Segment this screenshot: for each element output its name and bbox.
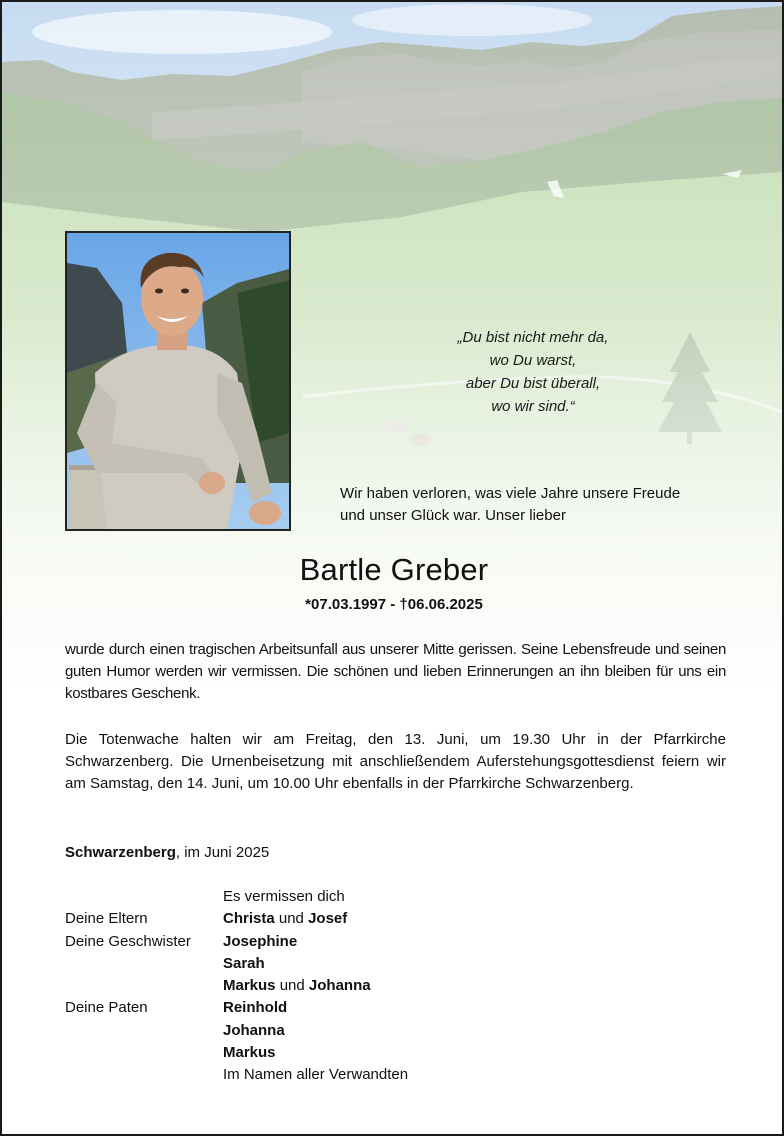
godparent-name: Johanna (223, 1021, 285, 1039)
godparents-label: Deine Paten (65, 999, 148, 1017)
mourners-list (65, 886, 665, 1087)
mourners-row (65, 886, 665, 908)
place-town: Schwarzenberg (65, 844, 176, 861)
quote-line: wo wir sind.“ (491, 398, 575, 415)
parent-name: Christa (223, 910, 275, 928)
connector-word: und (278, 910, 304, 928)
parent-name: Josef (308, 910, 348, 928)
deceased-name: Bartle Greber (299, 552, 489, 587)
mourners-row (65, 975, 665, 997)
mourners-row (65, 931, 665, 953)
mourners-row (65, 953, 665, 975)
mourners-row (65, 1020, 665, 1042)
sibling-name: Josephine (223, 932, 298, 950)
sibling-name: Sarah (223, 954, 265, 972)
connector-word: und (279, 977, 305, 995)
place-date-text: , im Juni 2025 (175, 844, 270, 861)
quote-line: wo Du warst, (489, 352, 577, 369)
mourners-row (65, 908, 665, 930)
quote-line: aber Du bist überall, (465, 375, 601, 392)
life-dates: *07.03.1997 - †06.06.2025 (305, 596, 483, 613)
mourners-row (65, 997, 665, 1019)
mourners-closing: Im Namen aller Verwandten (223, 1066, 409, 1084)
sibling-name: Johanna (308, 977, 371, 995)
godparent-name: Reinhold (223, 999, 288, 1017)
mourners-row (65, 1042, 665, 1064)
body-paragraph-1: wurde durch einen tragischen Arbeitsunfall aus unserer Mitte gerissen. Seine Lebensfreude und seinen guten Humor werden wir vermissen. Die schönen und lieben Erinnerungen an ihn bleiben für uns ein kostbares Geschenk. (65, 641, 726, 702)
place-date (65, 842, 269, 864)
body-paragraph-2: Die Totenwache halten wir am Freitag, den 13. Juni, um 19.30 Uhr in der Pfarrkirche Schwarzenberg. Die Urnenbeisetzung mit anschließendem Auferstehungsgottesdienst feiern wir am Samstag, den 14. Juni, um 10.00 Uhr ebenfalls in der Pfarrkirche Schwarzenberg. (65, 731, 726, 792)
mourners-row (65, 1064, 665, 1086)
intro-line: Wir haben verloren, was viele Jahre unsere Freude (340, 485, 681, 502)
godparent-name: Markus (223, 1044, 276, 1062)
parents-label: Deine Eltern (65, 910, 148, 928)
intro-text (340, 483, 740, 527)
intro-line: und unser Glück war. Unser lieber (340, 507, 566, 524)
sibling-name: Markus (223, 977, 276, 995)
memorial-quote (402, 326, 664, 418)
mourners-intro: Es vermissen dich (223, 888, 345, 905)
portrait-photo (65, 231, 291, 531)
siblings-label: Deine Geschwister (65, 932, 191, 950)
quote-line: „Du bist nicht mehr da, (457, 329, 609, 346)
